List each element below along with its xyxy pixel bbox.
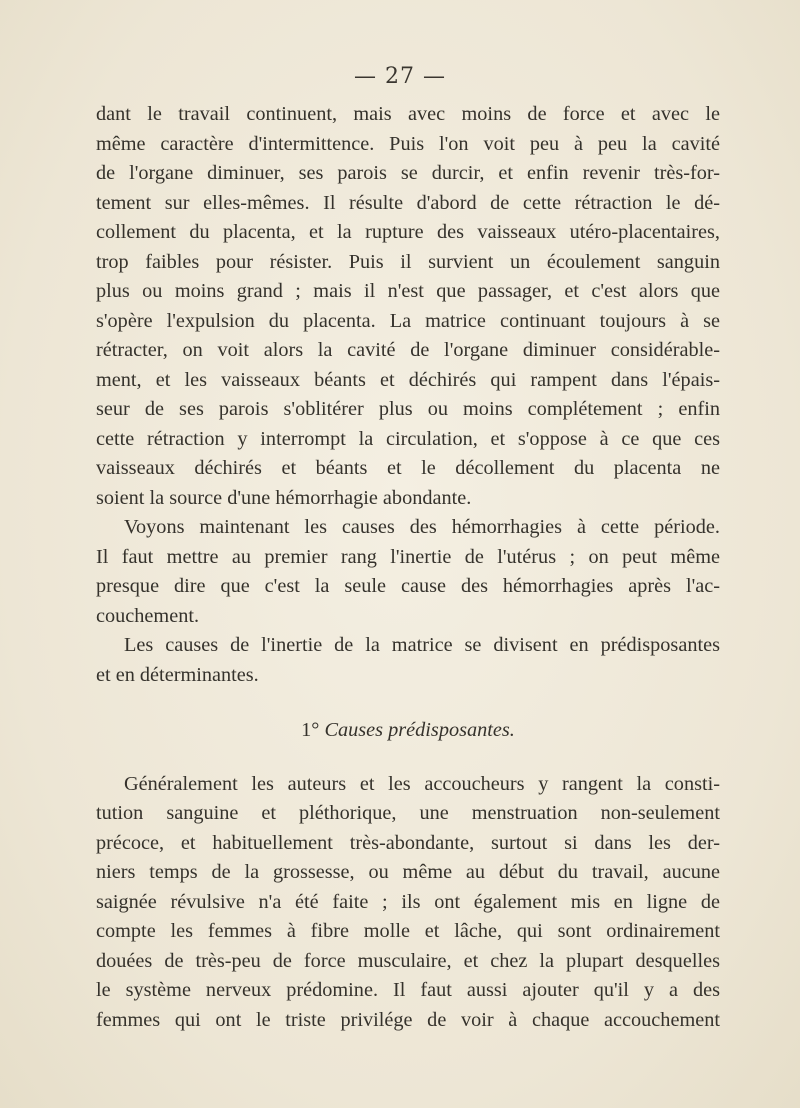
text-line: tement sur elles-mêmes. Il résulte d'abord de cette rétraction le dé- bbox=[96, 191, 720, 214]
text-line: trop faibles pour résister. Puis il survient un écoulement sanguin bbox=[96, 250, 720, 273]
text-line: presque dire que c'est la seule cause des hémorrhagies après l'ac- bbox=[96, 575, 720, 597]
text-line: Généralement les auteurs et les accoucheurs y rangent la consti- bbox=[124, 772, 720, 795]
text-line: ment, et les vaisseaux béants et déchirés qui rampent dans l'épais- bbox=[96, 368, 720, 391]
text-line: de l'organe diminuer, ses parois se durcir, et enfin revenir très-for- bbox=[96, 162, 720, 184]
text-line: compte les femmes à fibre molle et lâche, qui sont ordinairement bbox=[96, 920, 720, 942]
text-line: tution sanguine et pléthorique, une menstruation non-seulement bbox=[96, 802, 720, 824]
text-line: saignée révulsive n'a été faite ; ils ont également mis en ligne de bbox=[96, 890, 720, 913]
section-number: 1° bbox=[301, 719, 320, 741]
text-line: rétracter, on voit alors la cavité de l'organe diminuer considérable- bbox=[96, 339, 720, 361]
text-line: s'opère l'expulsion du placenta. La matrice continuant toujours à se bbox=[96, 309, 720, 332]
paragraph-2 bbox=[96, 513, 720, 631]
section-heading bbox=[96, 716, 720, 746]
paragraph-1 bbox=[96, 100, 720, 513]
text-line: cette rétraction y interrompt la circulation, et s'oppose à ce que ces bbox=[96, 427, 720, 450]
text-line: douées de très-peu de force musculaire, et chez la plupart desquelles bbox=[96, 949, 720, 972]
page-number: — 27 — bbox=[354, 64, 446, 89]
text-line: couchement. bbox=[96, 604, 200, 627]
text-line: Voyons maintenant les causes des hémorrhagies à cette période. bbox=[124, 516, 720, 538]
text-line: niers temps de la grossesse, ou même au début du travail, aucune bbox=[96, 861, 720, 883]
text-line: plus ou moins grand ; mais il n'est que passager, et c'est alors que bbox=[96, 280, 720, 302]
text-line: collement du placenta, et la rupture des vaisseaux utéro-placentaires, bbox=[96, 221, 720, 243]
text-line: le système nerveux prédomine. Il faut aussi ajouter qu'il y a des bbox=[96, 979, 720, 1001]
text-line: dant le travail continuent, mais avec moins de force et avec le bbox=[96, 103, 720, 125]
text-line: Les causes de l'inertie de la matrice se divisent en prédisposantes bbox=[124, 634, 720, 656]
text-line: et en déterminantes. bbox=[96, 663, 259, 686]
text-line: soient la source d'une hémorrhagie abondante. bbox=[96, 486, 472, 509]
text-line: Il faut mettre au premier rang l'inertie de l'utérus ; on peut même bbox=[96, 545, 720, 568]
text-line: femmes qui ont le triste privilége de voir à chaque accouchement bbox=[96, 1008, 720, 1031]
paragraph-4 bbox=[96, 770, 720, 1036]
page-body bbox=[96, 100, 720, 1035]
text-line: précoce, et habituellement très-abondante, surtout si dans les der- bbox=[96, 831, 720, 854]
paragraph-3 bbox=[96, 631, 720, 690]
text-line: vaisseaux déchirés et béants et le décollement du placenta ne bbox=[96, 457, 720, 479]
section-title: Causes prédisposantes. bbox=[324, 719, 515, 741]
text-line: seur de ses parois s'oblitérer plus ou moins complétement ; enfin bbox=[96, 398, 720, 420]
text-line: même caractère d'intermittence. Puis l'on voit peu à peu la cavité bbox=[96, 132, 720, 155]
